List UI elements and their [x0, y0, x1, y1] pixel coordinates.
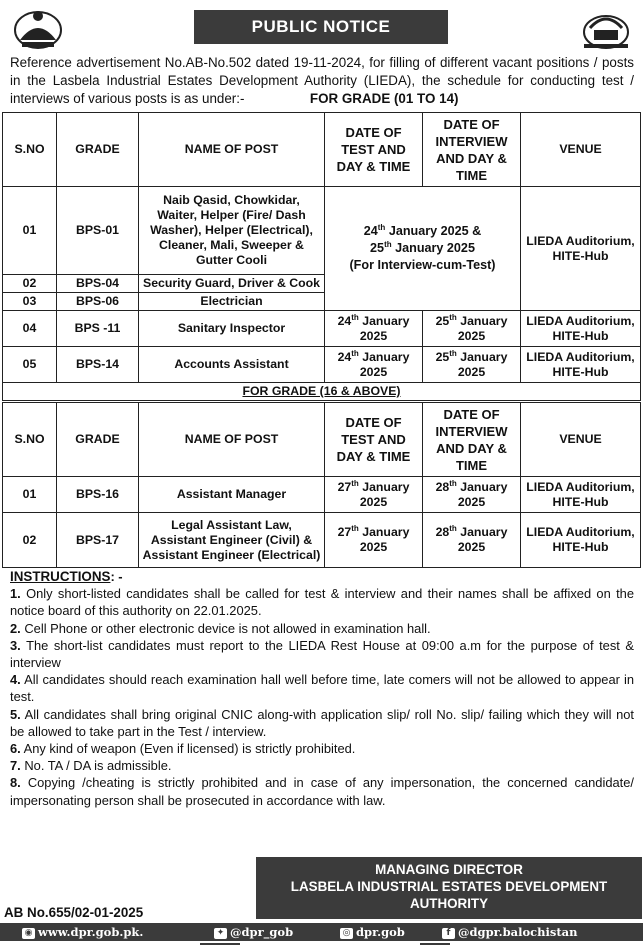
table-row [3, 187, 641, 275]
facebook-icon: f [442, 928, 455, 939]
grade-heading-2: FOR GRADE (16 & ABOVE) [3, 383, 641, 401]
table-row [3, 311, 641, 347]
combined-date-day-2: 25 [370, 241, 385, 255]
date-suffix: th [449, 478, 457, 488]
cell-venue: LIEDA Auditorium, HITE-Hub [521, 477, 641, 513]
interview-day: 28 [435, 479, 450, 494]
cell-sno: 03 [3, 293, 57, 311]
header-grade: GRADE [57, 403, 139, 477]
instagram-icon: ◎ [340, 928, 353, 939]
cell-post: Accounts Assistant [139, 347, 325, 383]
date-suffix: th [449, 348, 457, 358]
test-rest: January 2025 [358, 349, 410, 379]
test-day: 24 [337, 349, 352, 364]
interview-rest: January 2025 [456, 525, 508, 554]
instructions-title-suffix: : - [110, 569, 123, 584]
header-test-date: DATE OF TEST AND DAY & TIME [325, 113, 423, 187]
footer-bar [0, 923, 643, 941]
cell-grade: BPS-16 [57, 477, 139, 513]
header-interview-date: DATE OF INTERVIEW AND DAY & TIME [423, 113, 521, 187]
cell-grade: BPS-17 [57, 513, 139, 568]
cell-grade: BPS -11 [57, 311, 139, 347]
footer-instagram[interactable]: ◎ dpr.gob [340, 924, 405, 940]
cell-sno: 04 [3, 311, 57, 347]
combined-date-note: (For Interview-cum-Test) [349, 258, 496, 272]
cell-sno: 01 [3, 187, 57, 275]
cell-test-date [325, 513, 423, 568]
cell-post: Sanitary Inspector [139, 311, 325, 347]
cell-venue: LIEDA Auditorium, HITE-Hub [521, 311, 641, 347]
date-suffix: th [377, 222, 386, 232]
table-row [3, 347, 641, 383]
cell-post: Naib Qasid, Chowkidar, Waiter, Helper (Fire/ Dash Washer), Helper (Electrical), Cleaner, Mali, Sweeper & Gutter Cooli [139, 187, 325, 275]
cell-test-date [325, 347, 423, 383]
cell-interview-date [423, 347, 521, 383]
interview-rest: January 2025 [456, 479, 508, 509]
instruction-item: 6. Any kind of weapon (Even if licensed) is strictly prohibited. [10, 741, 356, 757]
instruction-item: 2. Cell Phone or other electronic device is not allowed in examination hall. [10, 620, 431, 636]
date-suffix: th [351, 523, 359, 533]
intro-text: Reference advertisement No.AB-No.502 dated 19-11-2024, for filling of different vacant positions / posts in the Lasbela Industrial Estates Development Authority (LIEDA), the schedule for conducting test / interviews of various posts is as under:- [10, 55, 634, 106]
cell-post: Assistant Manager [139, 477, 325, 513]
combined-date-rest-2: January 2025 [391, 241, 475, 255]
test-rest: January 2025 [358, 479, 410, 509]
test-day: 27 [337, 479, 352, 494]
cell-test-date [325, 311, 423, 347]
section-heading-row [3, 383, 641, 401]
combined-date-rest-1: January 2025 & [385, 224, 482, 238]
instruction-item: 5. All candidates shall bring original CNIC along-with application slip/ roll No. slip/ failing which they will not be allowed to take part in the Test / interview. [10, 706, 634, 739]
instruction-item: 7. No. TA / DA is admissible. [10, 758, 172, 774]
page-title: PUBLIC NOTICE [194, 10, 448, 44]
date-suffix: th [351, 312, 359, 322]
table-row [3, 513, 641, 568]
combined-date-day-1: 24 [363, 224, 378, 238]
instruction-item: 4. All candidates should reach examination hall well before time, late comers will not be allowed to appear in test. [10, 672, 634, 705]
header-interview-date: DATE OF INTERVIEW AND DAY & TIME [423, 403, 521, 477]
header-test-date: DATE OF TEST AND DAY & TIME [325, 403, 423, 477]
globe-icon: ◉ [22, 928, 35, 939]
cell-venue: LIEDA Auditorium, HITE-Hub [521, 513, 641, 568]
cell-sno: 05 [3, 347, 57, 383]
cell-interview-date [423, 513, 521, 568]
instructions-title: INSTRUCTIONS [10, 569, 111, 584]
footer-facebook[interactable]: f @dgpr.balochistan [442, 924, 578, 940]
cell-venue: LIEDA Auditorium, HITE-Hub [521, 347, 641, 383]
signature-line-2: LASBELA INDUSTRIAL ESTATES DEVELOPMENT [290, 879, 608, 894]
header-sno: S.NO [3, 113, 57, 187]
signature-line-1: MANAGING DIRECTOR [375, 862, 523, 877]
footer-website[interactable]: ◉ www.dpr.gob.pk. [22, 924, 143, 940]
table-header-row [3, 403, 641, 477]
table-row [3, 477, 641, 513]
cell-combined-date [325, 187, 521, 311]
cell-post: Security Guard, Driver & Cook [139, 275, 325, 293]
cell-venue: LIEDA Auditorium, HITE-Hub [521, 187, 641, 311]
reference-number: AB No.655/02-01-2025 [4, 905, 144, 920]
footer-ornament [0, 941, 643, 947]
date-suffix: th [351, 478, 359, 488]
cell-grade: BPS-04 [57, 275, 139, 293]
test-day: 24 [337, 313, 352, 328]
grade-heading-1: FOR GRADE (01 TO 14) [309, 91, 459, 106]
schedule-table-grade-1-14 [2, 112, 641, 401]
header-venue: VENUE [521, 113, 641, 187]
interview-rest: January 2025 [456, 349, 508, 379]
cell-grade: BPS-06 [57, 293, 139, 311]
notice-header [0, 0, 643, 56]
schedule-table-grade-16-above [2, 402, 641, 568]
footer-twitter[interactable]: ✦ @dpr_gob [214, 924, 293, 940]
date-suffix: th [351, 348, 359, 358]
interview-day: 25 [435, 313, 450, 328]
cell-sno: 02 [3, 513, 57, 568]
signature-block [256, 857, 642, 919]
interview-rest: January 2025 [456, 313, 508, 343]
instruction-item: 1. Only short-listed candidates shall be called for test & interview and their names shall be affixed on the notice board of this authority on 22.01.2025. [10, 586, 634, 619]
cell-post: Electrician [139, 293, 325, 311]
instructions-section [10, 568, 634, 809]
header-grade: GRADE [57, 113, 139, 187]
header-venue: VENUE [521, 403, 641, 477]
cell-grade: BPS-14 [57, 347, 139, 383]
cell-grade: BPS-01 [57, 187, 139, 275]
header-post: NAME OF POST [139, 113, 325, 187]
test-day: 27 [337, 525, 352, 539]
authority-logo-icon [578, 6, 634, 52]
test-rest: January 2025 [358, 525, 410, 554]
cell-test-date [325, 477, 423, 513]
intro-paragraph [10, 54, 634, 108]
test-rest: January 2025 [358, 313, 410, 343]
header-post: NAME OF POST [139, 403, 325, 477]
cell-sno: 01 [3, 477, 57, 513]
header-sno: S.NO [3, 403, 57, 477]
interview-day: 25 [435, 349, 450, 364]
government-emblem-icon [12, 6, 64, 52]
interview-day: 28 [435, 525, 450, 539]
date-suffix: th [449, 312, 457, 322]
cell-post: Legal Assistant Law, Assistant Engineer (Civil) & Assistant Engineer (Electrical) [139, 513, 325, 568]
table-header-row [3, 113, 641, 187]
cell-interview-date [423, 477, 521, 513]
instruction-item: 8. Copying /cheating is strictly prohibited and in case of any impersonation, the concerned candidate/ impersonating person shall be prosecuted in accordance with law. [10, 775, 634, 808]
signature-line-3: AUTHORITY [409, 896, 489, 911]
date-suffix: th [384, 239, 392, 249]
cell-sno: 02 [3, 275, 57, 293]
date-suffix: th [449, 523, 457, 533]
instruction-item: 3. The short-list candidates must report to the LIEDA Rest House at 09:00 a.m for the purpose of test & interview [10, 637, 634, 671]
twitter-icon: ✦ [214, 928, 227, 939]
cell-interview-date [423, 311, 521, 347]
